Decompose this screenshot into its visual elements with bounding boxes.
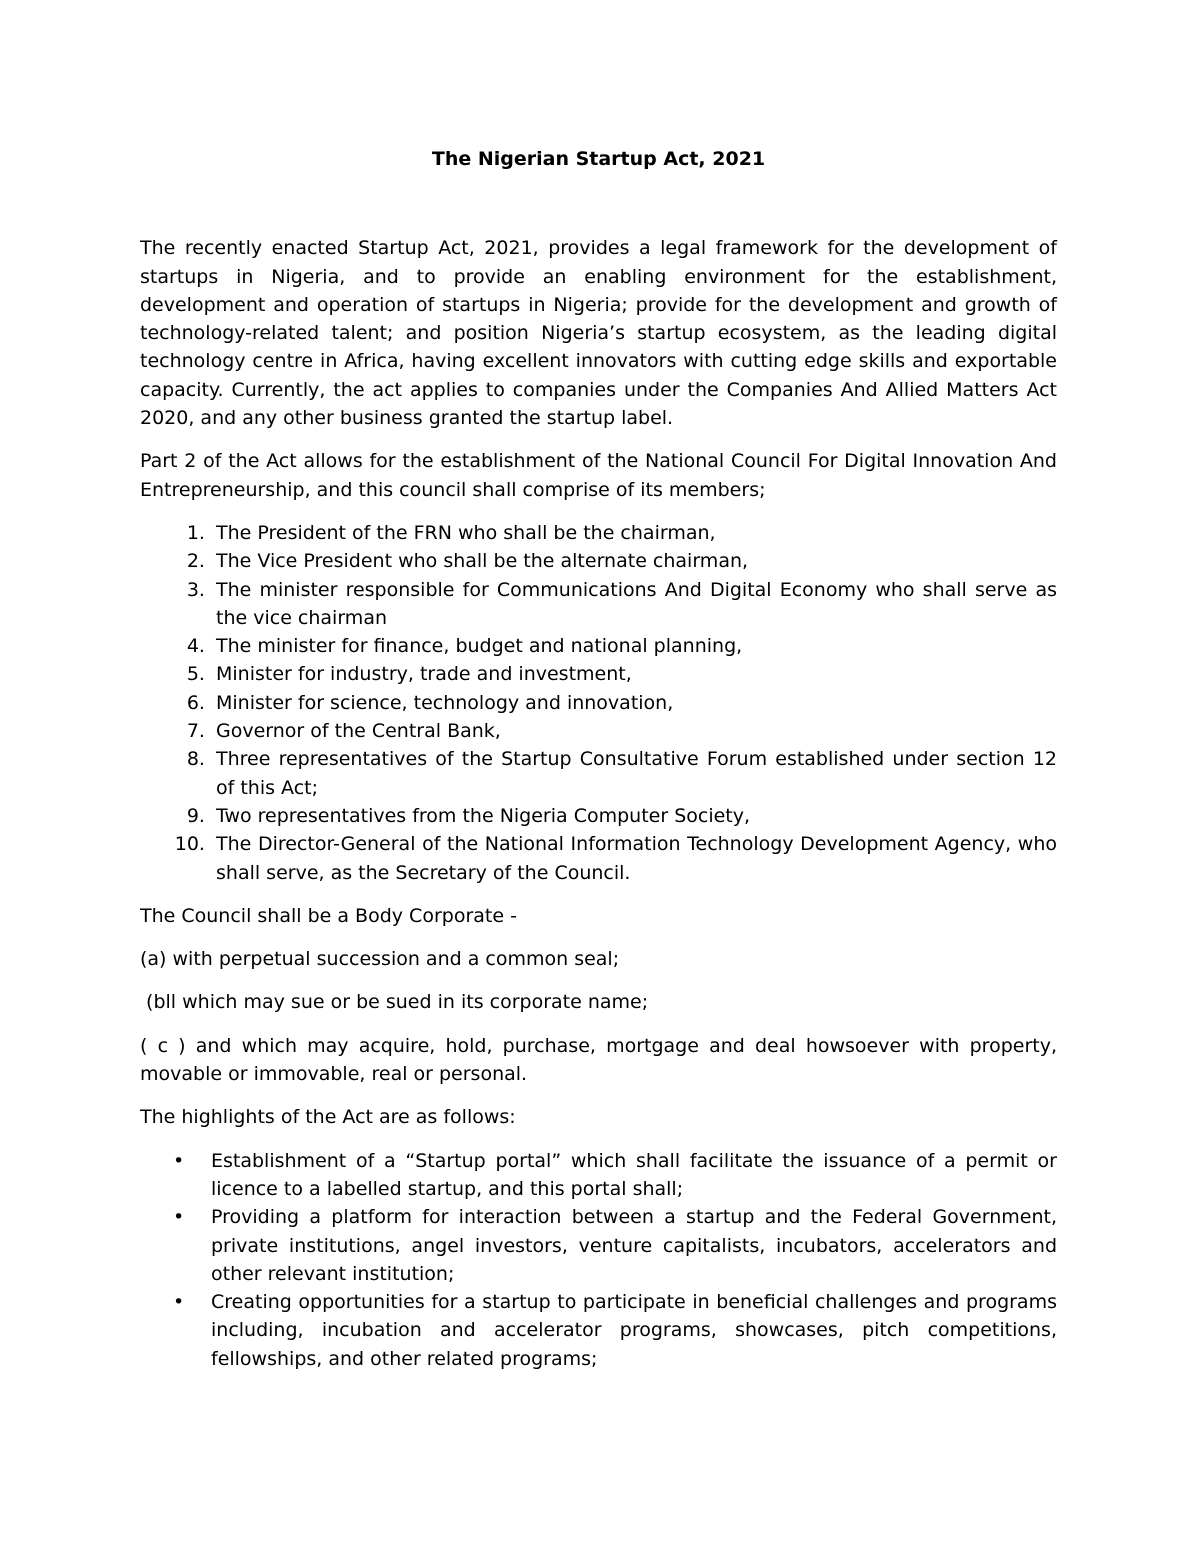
document-title: The Nigerian Startup Act, 2021 xyxy=(431,148,766,170)
list-item xyxy=(173,1147,1057,1204)
list-item: 10. The Director-General of the National Information Technology Development Agency, who shall serve, as the Secretary of the Council. xyxy=(211,830,1057,887)
list-item: 6. Minister for science, technology and innovation, xyxy=(211,689,1057,717)
document-page xyxy=(140,145,1057,1373)
list-item xyxy=(173,1203,1057,1288)
list-item xyxy=(173,1288,1057,1373)
bullet-icon: • xyxy=(173,1149,185,1172)
clause-b: (bll which may sue or be sued in its corporate name; xyxy=(140,991,649,1014)
list-item: 4. The minister for finance, budget and national planning, xyxy=(211,632,1057,660)
body-corporate-paragraph: The Council shall be a Body Corporate - xyxy=(140,904,517,927)
clause-c: ( c ) and which may acquire, hold, purchase, mortgage and deal howsoever with property, movable or immovable, real or personal. xyxy=(140,1034,1057,1086)
list-item: 5. Minister for industry, trade and investment, xyxy=(211,660,1057,688)
list-item: 9. Two representatives from the Nigeria Computer Society, xyxy=(211,802,1057,830)
highlight-text: Establishment of a “Startup portal” which shall facilitate the issuance of a permit or licence to a labelled startup, and this portal shall; xyxy=(211,1149,1057,1200)
list-item: 7. Governor of the Central Bank, xyxy=(211,717,1057,745)
list-item: 2. The Vice President who shall be the alternate chairman, xyxy=(211,547,1057,575)
part2-paragraph: Part 2 of the Act allows for the establishment of the National Council For Digital Innovation And Entrepreneurship, and this council shall comprise of its members; xyxy=(140,450,1057,501)
highlights-list xyxy=(140,1147,1057,1373)
highlight-text: Providing a platform for interaction between a startup and the Federal Government, private institutions, angel investors, venture capitalists, incubators, accelerators and other relevant institution; xyxy=(211,1206,1057,1285)
bullet-icon: • xyxy=(173,1206,185,1229)
bullet-icon: • xyxy=(173,1291,185,1314)
council-members-list xyxy=(140,519,1057,887)
list-item: 1. The President of the FRN who shall be the chairman, xyxy=(211,519,1057,547)
highlights-intro: The highlights of the Act are as follows: xyxy=(140,1106,516,1129)
clause-a: (a) with perpetual succession and a common seal; xyxy=(140,948,620,971)
list-item: 8. Three representatives of the Startup Consultative Forum established under section 12 of this Act; xyxy=(211,745,1057,802)
highlight-text: Creating opportunities for a startup to participate in beneficial challenges and programs including, incubation and accelerator programs, showcases, pitch competitions, fellowships, and other related programs; xyxy=(211,1291,1057,1370)
list-item: 3. The minister responsible for Communications And Digital Economy who shall serve as the vice chairman xyxy=(211,576,1057,633)
intro-paragraph: The recently enacted Startup Act, 2021, provides a legal framework for the development of startups in Nigeria, and to provide an enabling environment for the establishment, development and operation of startups in Nigeria; provide for the development and growth of technology-related talent; and position Nigeria’s startup ecosystem, as the leading digital technology centre in Africa, having excellent innovators with cutting edge skills and exportable capacity. Currently, the act applies to companies under the Companies And Allied Matters Act 2020, and any other business granted the startup label. xyxy=(140,237,1057,430)
